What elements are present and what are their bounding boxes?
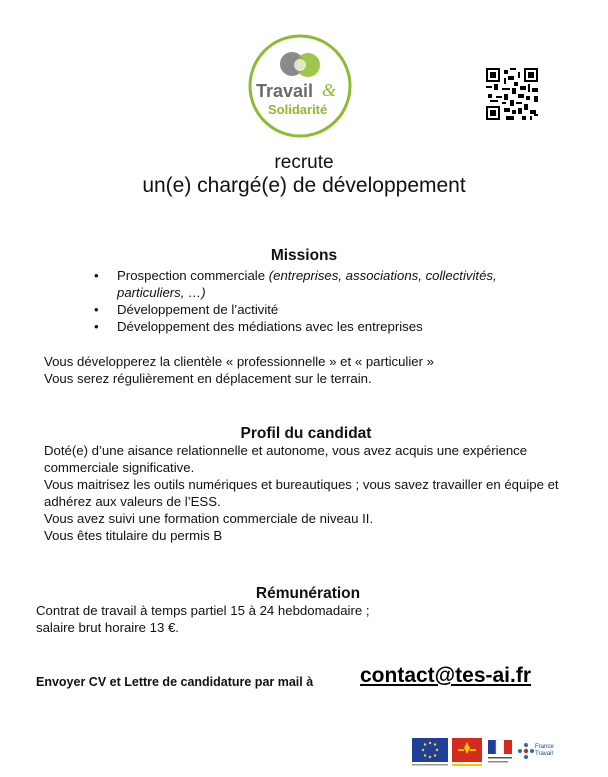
mission-item-text: Prospection commerciale bbox=[117, 268, 269, 283]
travail-solidarite-logo bbox=[248, 34, 352, 138]
logo-word-travail: Travail bbox=[256, 81, 314, 101]
mission-item-text: Développement des médiations avec les entreprises bbox=[117, 319, 423, 334]
france-travail-logo bbox=[517, 738, 557, 768]
remuneration-line: Contrat de travail à temps partiel 15 à 24 hebdomadaire ; bbox=[36, 603, 370, 618]
mission-item-detail: (entreprises, associations, collectivités, particuliers, …) bbox=[117, 268, 497, 300]
cta-label: Envoyer CV et Lettre de candidature par mail à bbox=[36, 675, 314, 689]
missions-note-2: Vous serez régulièrement en déplacement sur le terrain. bbox=[44, 371, 372, 386]
logo-word-solidarite: Solidarité bbox=[268, 102, 328, 117]
header-recrute: recrute bbox=[274, 152, 334, 173]
remuneration-line: salaire brut horaire 13 €. bbox=[36, 620, 179, 635]
mission-item bbox=[94, 267, 544, 301]
missions-note-1: Vous développerez la clientèle « professionnelle » et « particulier » bbox=[44, 354, 435, 369]
job-title: un(e) chargé(e) de développement bbox=[142, 174, 466, 197]
remuneration-heading: Rémunération bbox=[255, 585, 361, 602]
profile-line: Vous êtes titulaire du permis B bbox=[44, 528, 223, 543]
profile-line: Vous maitrisez les outils numériques et bureautiques ; vous savez travailler en équipe et adhérez aux valeurs de l’ESS. bbox=[44, 477, 559, 509]
logo-ampersand: & bbox=[322, 80, 337, 100]
profile-heading: Profil du candidat bbox=[240, 425, 372, 442]
mission-item bbox=[94, 318, 544, 335]
republique-francaise-logo bbox=[486, 738, 514, 768]
region-occitanie-logo bbox=[452, 738, 482, 768]
profile-line: Vous avez suivi une formation commerciale de niveau II. bbox=[44, 511, 374, 526]
contact-email-link[interactable]: contact@tes-ai.fr bbox=[360, 664, 532, 687]
mission-item bbox=[94, 301, 544, 318]
mission-item-text: Développement de l’activité bbox=[117, 302, 279, 317]
missions-heading: Missions bbox=[270, 247, 338, 264]
missions-list bbox=[94, 267, 544, 335]
qr-code bbox=[486, 68, 538, 120]
profile-line: Doté(e) d’une aisance relationnelle et autonome, vous avez acquis une expérience commerciale significative. bbox=[44, 443, 528, 475]
france-travail-text: France Travail bbox=[535, 744, 554, 757]
eu-flag-logo bbox=[412, 738, 448, 768]
